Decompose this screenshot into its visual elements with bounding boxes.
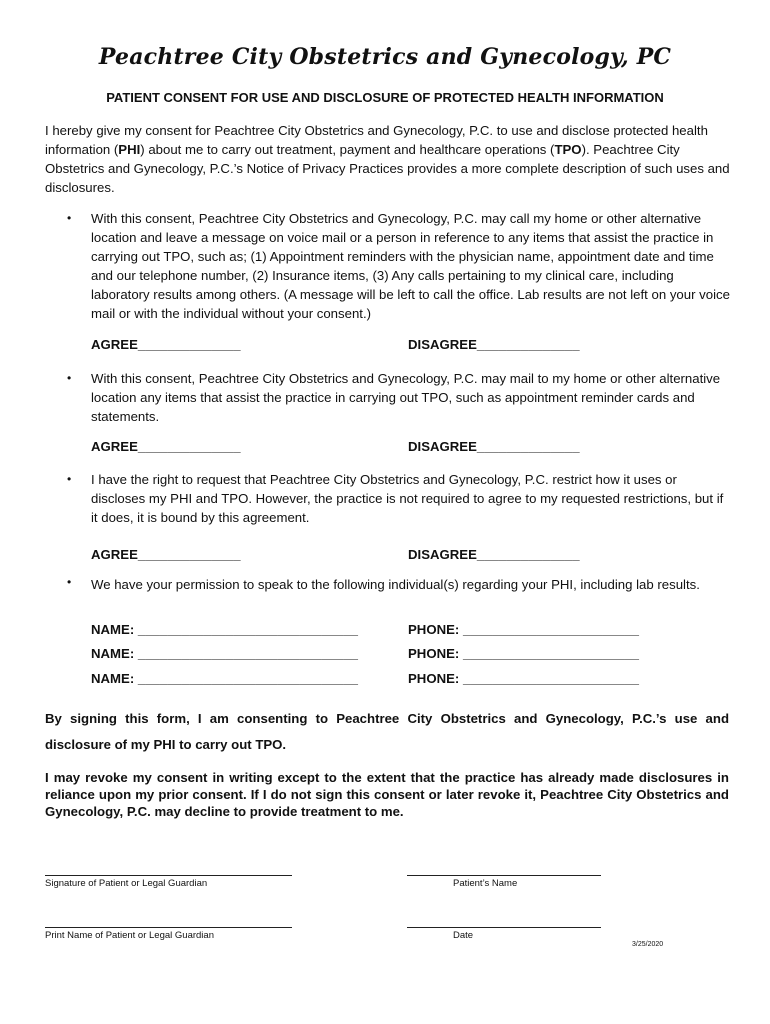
bullet-point: • — [67, 371, 72, 385]
patient-signature-line[interactable] — [45, 875, 292, 876]
tpo-term: TPO — [554, 142, 582, 157]
patient-name-label: Patient’s Name — [453, 878, 518, 889]
bullet-point: • — [67, 211, 72, 225]
intro-text-1: I hereby give my consent for Peachtree City Obstetrics and Gynecology, P.C. to use and disclose protected health information ( — [45, 123, 708, 157]
contact-phone-field-2[interactable]: PHONE: ________________________ — [408, 646, 639, 661]
restriction-disagree-field[interactable]: DISAGREE______________ — [408, 547, 580, 562]
revoke-statement: I may revoke my consent in writing except to the extent that the practice has already made disclosures in reliance upon my prior consent. If I do not sign this consent or later revoke it, Peachtree City Obstetrics and Gynecology, P.C. may decline to provide treatment to me. — [45, 770, 729, 819]
phone-disagree-field[interactable]: DISAGREE______________ — [408, 337, 580, 352]
form-subtitle: PATIENT CONSENT FOR USE AND DISCLOSURE OF PROTECTED HEALTH INFORMATION — [106, 90, 664, 105]
contact-name-field-2[interactable]: NAME: ______________________________ — [91, 646, 358, 661]
contact-name-field-3[interactable]: NAME: ______________________________ — [91, 671, 358, 686]
contact-phone-field-1[interactable]: PHONE: ________________________ — [408, 622, 639, 637]
date-line[interactable] — [407, 927, 601, 928]
patient-signature-label: Signature of Patient or Legal Guardian — [45, 878, 208, 889]
patient-name-line[interactable] — [407, 875, 601, 876]
contact-phone-field-3[interactable]: PHONE: ________________________ — [408, 671, 639, 686]
intro-text-2: ) about me to carry out treatment, payment and healthcare operations ( — [140, 142, 555, 157]
mail-disagree-field[interactable]: DISAGREE______________ — [408, 439, 580, 454]
intro-paragraph — [45, 121, 735, 197]
print-name-label: Print Name of Patient or Legal Guardian — [45, 930, 214, 941]
intro-text-3: ). Peachtree City Obstetrics and Gynecology, P.C.’s Notice of Privacy Practices provides a more complete description of such uses and disclosures. — [45, 142, 730, 195]
restriction-rights-text: I have the right to request that Peachtree City Obstetrics and Gynecology, P.C. restrict how it uses or discloses my PHI and TPO. However, the practice is not required to agree to my requested restrictions, but if it does, it is bound by this agreement. — [91, 472, 724, 525]
phi-term: PHI — [118, 142, 141, 157]
restriction-agree-field[interactable]: AGREE______________ — [91, 547, 241, 562]
date-label: Date — [453, 930, 474, 941]
print-name-line[interactable] — [45, 927, 292, 928]
permission-text: We have your permission to speak to the following individual(s) regarding your PHI, including lab results. — [91, 577, 700, 592]
phone-consent-text: With this consent, Peachtree City Obstetrics and Gynecology, P.C. may call my home or other alternative location and leave a message on voice mail or a person in reference to any items that assist the practice in carrying out TPO, such as; (1) Appointment reminders with the physician name, appointment date and time and our telephone number, (2) Insurance items, (3) Any calls pertaining to my clinical care, including laboratory results among others. (A message will be left to call the office. Lab results are not left on your voice mail or with the individual without your consent.) — [91, 211, 730, 321]
mail-agree-field[interactable]: AGREE______________ — [91, 439, 241, 454]
bullet-point: • — [67, 472, 72, 486]
phone-agree-field[interactable]: AGREE______________ — [91, 337, 241, 352]
signing-statement: By signing this form, I am consenting to Peachtree City Obstetrics and Gynecology, P.C.’s use and disclosure of my PHI to carry out TPO. — [45, 711, 729, 752]
contact-name-field-1[interactable]: NAME: ______________________________ — [91, 622, 358, 637]
revision-date: 3/25/2020 — [632, 941, 664, 948]
practice-title: Peachtree City Obstetrics and Gynecology, PC — [98, 44, 672, 70]
bullet-point: • — [67, 575, 72, 589]
mail-consent-text: With this consent, Peachtree City Obstetrics and Gynecology, P.C. may mail to my home or other alternative location any items that assist the practice in carrying out TPO, such as appointment reminder cards and statements. — [91, 371, 721, 424]
